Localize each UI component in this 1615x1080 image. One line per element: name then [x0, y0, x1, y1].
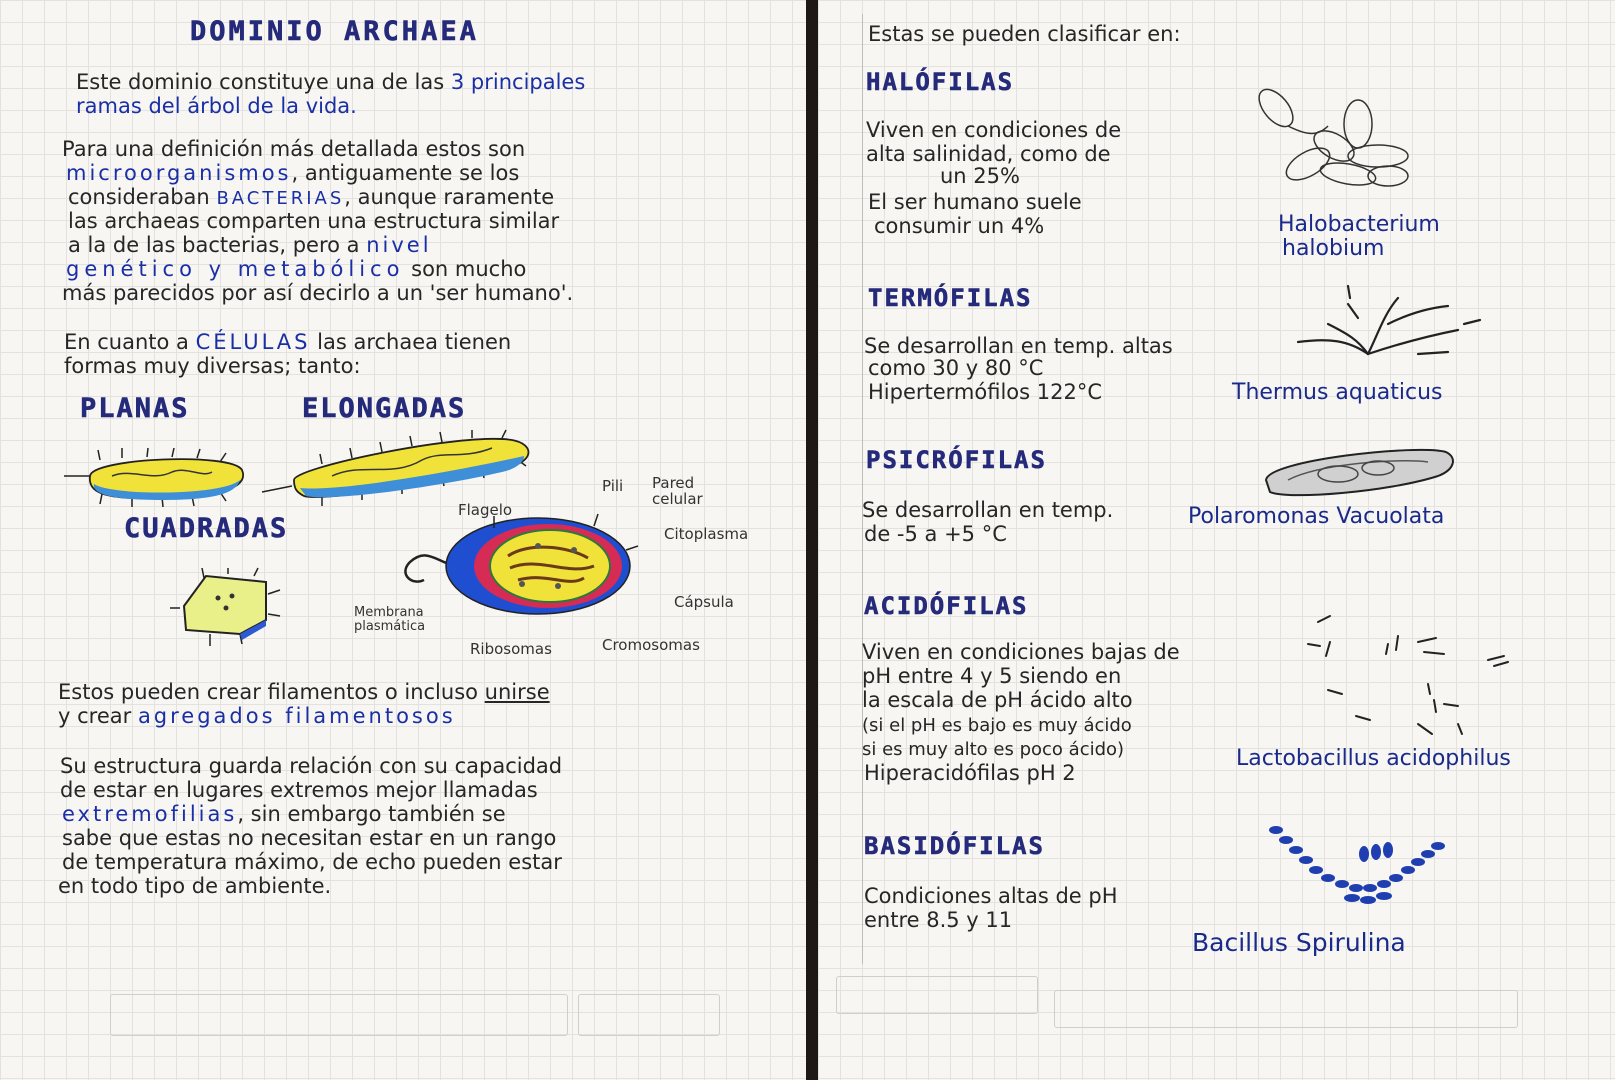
spirulina-illustration: [1268, 824, 1458, 914]
cells-text: En cuanto a: [64, 330, 189, 354]
definition-line-7: más parecidos por así decirlo a un 'ser humano'.: [62, 281, 574, 305]
footer-box: [1054, 990, 1518, 1028]
label-chromosomes: Cromosomas: [602, 636, 700, 654]
halobacterium-illustration: [1248, 86, 1418, 206]
label-capsule: Cápsula: [674, 593, 734, 611]
psychrophiles-line-2: de -5 a +5 °C: [864, 522, 1007, 546]
term-bacteria: BACTERIAS: [216, 188, 345, 209]
species-halobacterium-1: Halobacterium: [1278, 212, 1440, 237]
intro-line-1: [76, 70, 585, 95]
thermophiles-line-3: Hipertermófilos 122°C: [868, 380, 1103, 404]
acidophiles-line-6: Hiperacidófilas pH 2: [864, 761, 1076, 785]
flat-cell-illustration: [62, 448, 252, 508]
halophiles-line-2: alta salinidad, como de: [866, 142, 1111, 166]
definition-line-6: [66, 257, 526, 282]
definition-text: consideraban: [68, 185, 210, 209]
thermophiles-line-2: como 30 y 80 °C: [868, 356, 1044, 380]
species-halobacterium-2: halobium: [1282, 236, 1385, 261]
right-page: [818, 0, 1615, 1080]
heading-thermophiles: TERMÓFILAS: [868, 284, 1033, 312]
label-ribosomes: Ribosomas: [470, 640, 552, 658]
footer-box: [836, 976, 1038, 1014]
thermus-illustration: [1288, 284, 1488, 374]
heading-basophiles: BASIDÓFILAS: [864, 832, 1045, 860]
species-polaromonas: Polaromonas Vacuolata: [1188, 504, 1445, 529]
filaments-text: Estos pueden crear filamentos o incluso: [58, 680, 478, 704]
basophiles-line-1: Condiciones altas de pH: [864, 884, 1118, 908]
shape-elongated-heading: ELONGADAS: [302, 393, 467, 424]
acidophiles-line-3: la escala de pH ácido alto: [862, 688, 1133, 712]
margin-line: [862, 14, 863, 964]
halophiles-line-3: [940, 164, 1020, 189]
definition-line-4: las archaeas comparten una estructura similar: [68, 209, 560, 233]
cells-line-2: formas muy diversas; tanto:: [64, 354, 361, 378]
definition-text: a la de las bacterias, pero a: [68, 233, 360, 257]
polaromonas-illustration: [1258, 440, 1458, 500]
structure-line-1: Su estructura guarda relación con su capacidad: [60, 754, 563, 778]
label-pili: Pili: [602, 477, 624, 495]
filaments-text: y crear: [58, 704, 132, 728]
cells-text: las archaea tienen: [317, 330, 512, 354]
intro-text: Este dominio constituye una de las: [76, 70, 445, 94]
halophiles-value: un 25%: [940, 164, 1020, 188]
classification-intro: Estas se pueden clasificar en:: [868, 22, 1181, 46]
structure-line-2: de estar en lugares extremos mejor llamadas: [60, 778, 538, 802]
heading-acidophiles: ACIDÓFILAS: [864, 592, 1029, 620]
term-level: nivel: [366, 233, 432, 257]
definition-line-1: Para una definición más detallada estos son: [62, 137, 526, 161]
label-flagellum: Flagelo: [458, 501, 513, 519]
definition-line-3: [68, 185, 554, 211]
acidophiles-line-5: si es muy alto es poco ácido): [862, 739, 1125, 760]
intro-line-2: ramas del árbol de la vida.: [76, 94, 357, 118]
definition-line-5: [68, 233, 432, 258]
page-title: DOMINIO ARCHAEA: [190, 16, 479, 47]
species-thermus: Thermus aquaticus: [1232, 380, 1443, 405]
acidophiles-line-1: Viven en condiciones bajas de: [862, 640, 1180, 664]
halophiles-line-5: consumir un 4%: [874, 214, 1045, 238]
definition-text: son mucho: [411, 257, 527, 281]
thermophiles-line-1: Se desarrollan en temp. altas: [864, 334, 1173, 358]
term-cells: CÉLULAS: [195, 330, 311, 354]
term-extremophiles: extremofilias: [62, 802, 238, 826]
term-microorganisms: microorganismos: [66, 161, 292, 185]
intro-highlight: 3 principales: [450, 70, 586, 94]
species-spirulina: Bacillus Spirulina: [1192, 928, 1406, 957]
filaments-line-2: [58, 704, 456, 729]
shape-flat-heading: PLANAS: [80, 393, 190, 424]
structure-text: , sin embargo también se: [237, 802, 506, 826]
elongated-cell-illustration: [262, 430, 542, 506]
footer-box: [578, 994, 720, 1036]
acidophiles-line-4: (si el pH es bajo es muy ácido: [862, 715, 1132, 736]
acidophiles-line-2: pH entre 4 y 5 siendo en: [862, 664, 1122, 688]
heading-halophiles: HALÓFILAS: [866, 68, 1015, 96]
structure-line-4: sabe que estas no necesitan estar en un rango: [62, 826, 557, 850]
square-cell-illustration: [170, 568, 290, 648]
psychrophiles-line-1: Se desarrollan en temp.: [862, 498, 1114, 522]
halophiles-line-1: Viven en condiciones de: [866, 118, 1122, 142]
species-lactobacillus: Lactobacillus acidophilus: [1236, 746, 1511, 771]
term-filament-aggregates: agregados filamentosos: [137, 704, 456, 728]
cells-line-1: [64, 330, 511, 355]
filaments-underlined: unirse: [484, 680, 550, 704]
filaments-line-1: [58, 680, 550, 705]
structure-line-6: en todo tipo de ambiente.: [58, 874, 332, 898]
structure-line-5: de temperatura máximo, de echo pueden estar: [62, 850, 562, 874]
label-cytoplasm: Citoplasma: [664, 525, 749, 543]
structure-line-3: [62, 802, 506, 827]
definition-line-2: [66, 161, 519, 186]
halophiles-line-4: El ser humano suele: [868, 190, 1082, 214]
heading-psychrophiles: PSICRÓFILAS: [866, 446, 1047, 474]
definition-text: , antiguamente se los: [291, 161, 520, 185]
label-plasma-membrane: Membrana plasmática: [354, 605, 426, 634]
basophiles-line-2: entre 8.5 y 11: [864, 908, 1013, 932]
footer-box: [110, 994, 568, 1036]
label-cell-wall: Pared celular: [652, 474, 703, 508]
definition-text: , aunque raramente: [344, 185, 555, 209]
shape-square-heading: CUADRADAS: [124, 513, 289, 544]
lactobacillus-illustration: [1268, 620, 1518, 750]
term-genetic-metabolic: genético y metabólico: [66, 257, 405, 281]
